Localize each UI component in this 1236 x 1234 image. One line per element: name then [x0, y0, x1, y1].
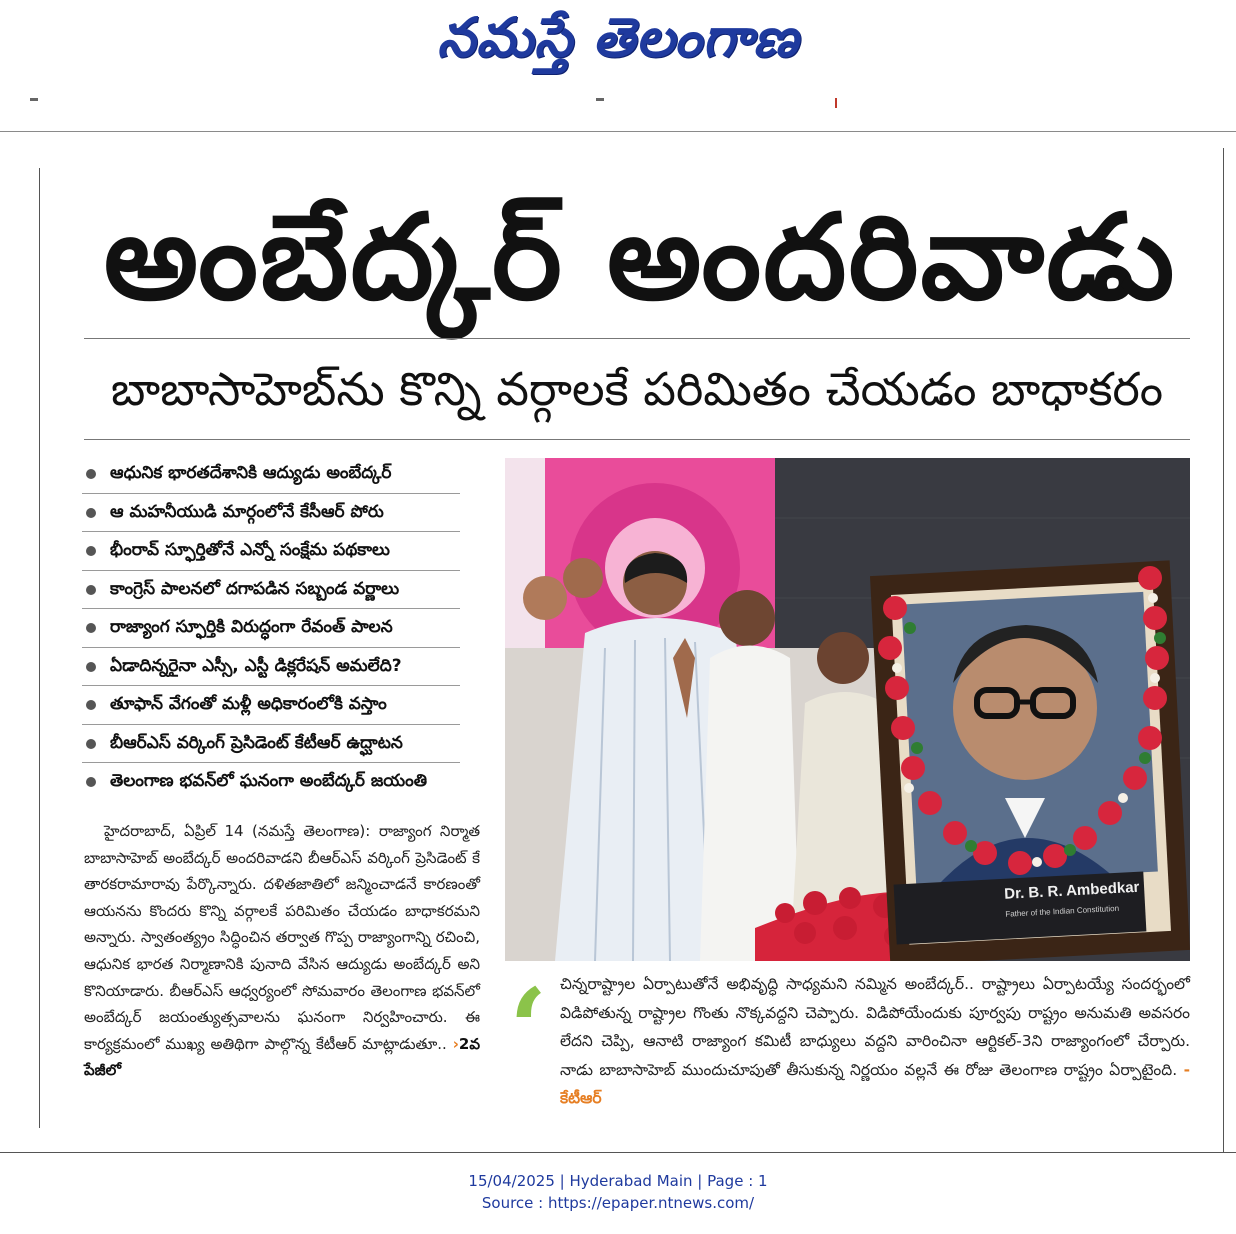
- bullet-icon: [86, 546, 96, 556]
- column-rule-left: [39, 168, 40, 1128]
- highlight-text: బీఆర్ఎస్ వర్కింగ్ ప్రెసిడెంట్ కేటీఆర్ ఉద్ఘాటన: [110, 732, 403, 753]
- bullet-icon: [86, 469, 96, 479]
- highlight-text: తూఫాన్ వేగంతో మళ్లీ అధికారంలోకి వస్తాం: [110, 694, 387, 714]
- photo-illustration: [505, 458, 1190, 961]
- highlight-item: [82, 532, 460, 571]
- pull-quote-text: చిన్నరాష్ట్రాల ఏర్పాటుతోనే అభివృద్ధి సాధ్యమని నమ్మిన అంబేద్కర్.. రాష్ట్రాలు ఏర్పాటయ్యే సందర్భంలో విడిపోతున్న రాష్ట్రాల గొంతు నొక్కవద్దని చెప్పారు. విడిపోయేందుకు పూర్వపు రాష్ట్రం అనుమతి అవసరం లేదని చెప్పి, ఆనాటి రాజ్యాంగ కమిటీ బాధ్యులు వద్దని వారించినా ఆర్టికల్-3ని రాజ్యాంగంలో చేర్పారు. నాడు బాబాసాహెబ్ ముందుచూపుతో తీసుకున్న నిర్ణయం వల్లనే ఈ రోజు తెలంగాణ రాష్ట్రం ఏర్పాటైంది.: [560, 975, 1190, 1079]
- news-photo: [505, 458, 1190, 961]
- footer-source-link[interactable]: Source : https://epaper.ntnews.com/: [481, 1194, 755, 1212]
- page-mark: [30, 98, 38, 101]
- bullet-icon: [86, 777, 96, 787]
- footer-divider: [0, 1152, 1236, 1153]
- bullet-icon: [86, 700, 96, 710]
- bullet-icon: [86, 623, 96, 633]
- bullet-icon: [86, 739, 96, 749]
- highlight-item: [82, 763, 460, 801]
- subheadline: బాబాసాహెబ్‌ను కొన్ని వర్గాలకే పరిమితం చేయడం బాధాకరం: [110, 362, 1164, 416]
- footer: [0, 1170, 1236, 1214]
- highlight-item: [82, 455, 460, 494]
- highlight-text: భీంరావ్ స్ఫూర్తితోనే ఎన్నో సంక్షేమ పథకాలు: [110, 540, 390, 560]
- page-marks: [0, 98, 1236, 108]
- pull-quote: [505, 964, 1190, 1120]
- highlight-item: [82, 494, 460, 533]
- highlight-text: కాంగ్రెస్ పాలనలో దగాపడిన సబ్బండ వర్ణాలు: [110, 578, 400, 599]
- highlight-text: ఏడాదిన్నరైనా ఎస్సీ, ఎస్టీ డిక్లరేషన్ అమలేది?: [110, 655, 402, 676]
- bullet-icon: [86, 585, 96, 595]
- highlight-text: తెలంగాణ భవన్‌లో ఘనంగా అంబేద్కర్ జయంతి: [110, 771, 428, 791]
- page-mark: [596, 98, 604, 101]
- highlight-item: [82, 571, 460, 610]
- pull-quote-author: - కేటీఆర్: [560, 1060, 1190, 1107]
- pull-quote-text-block: [560, 970, 1190, 1113]
- article-body-text: హైదరాబాద్, ఏప్రిల్ 14 (నమస్తే తెలంగాణ): రాజ్యాంగ నిర్మాత బాబాసాహెబ్ అంబేద్కర్ అందరివాడని బీఆర్ఎస్ వర్కింగ్ ప్రెసిడెంట్ కే తారకరామారావు పేర్కొన్నారు. దళితజాతిలో జన్మించాడనే కారణంతో ఆయనను కొందరు కొన్ని వర్గాలకే పరిమితం చేయడం బాధాకరమని అన్నారు. స్వాతంత్య్రం సిద్ధించిన తర్వాత గొప్ప రాజ్యాంగాన్ని రచించి, ఆధునిక భారత నిర్మాణానికి పునాది వేసిన ఆద్యుడు అంబేద్కర్ అని కొనియాడారు. బీఆర్ఎస్ ఆధ్వర్యంలో సోమవారం తెలంగాణ భవన్‌లో అంబేద్కర్ జయంత్యుత్సవాలను ఘనంగా నిర్వహించారు. ఈ కార్యక్రమంలో ముఖ్య అతిథిగా పాల్గొన్న కేటీఆర్ మాట్లాడుతూ..: [84, 822, 480, 1053]
- headline: అంబేద్కర్ అందరివాడు: [103, 188, 1177, 326]
- continued-arrow-icon: ›: [452, 1034, 459, 1053]
- photo-caption-title: Dr. B. R. Ambedkar: [1003, 878, 1140, 903]
- highlights-list: [82, 455, 460, 801]
- bullet-icon: [86, 508, 96, 518]
- highlight-text: రాజ్యాంగ స్ఫూర్తికి విరుద్ధంగా రేవంత్ పాలన: [110, 617, 393, 637]
- highlight-item: [82, 725, 460, 764]
- newspaper-logo: నమస్తే తెలంగాణ: [437, 6, 799, 69]
- masthead-divider: [0, 131, 1236, 132]
- column-rule-right: [1223, 148, 1224, 1153]
- article-body: [84, 818, 480, 1084]
- footer-edition-info: 15/04/2025 | Hyderabad Main | Page : 1: [468, 1172, 768, 1190]
- photo-caption-subtitle: Father of the Indian Constitution: [1005, 903, 1120, 919]
- subheadline-divider: [84, 439, 1190, 440]
- masthead: [0, 0, 1236, 96]
- continued-on-page-link[interactable]: 2వ పేజీలో: [84, 1034, 480, 1080]
- quote-mark-icon: ‘: [509, 964, 548, 1093]
- headline-divider: [84, 338, 1190, 339]
- bullet-icon: [86, 662, 96, 672]
- highlight-text: ఆ మహనీయుడి మార్గంలోనే కేసీఆర్ పోరు: [110, 501, 384, 522]
- highlight-item: [82, 686, 460, 725]
- highlight-item: [82, 609, 460, 648]
- highlight-item: [82, 648, 460, 687]
- highlight-text: ఆధునిక భారతదేశానికి ఆద్యుడు అంబేద్కర్: [110, 463, 392, 483]
- page-mark: [835, 98, 837, 108]
